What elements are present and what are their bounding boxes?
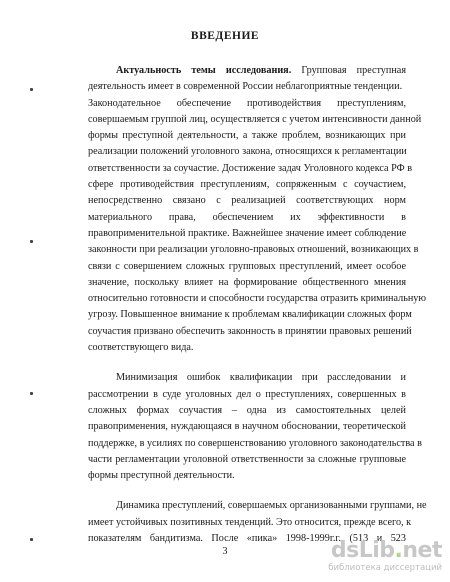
text-line: правоприменительной практике. Важнейшее значение имеет соблюдение <box>88 227 407 239</box>
text-line: формы преступной деятельности. <box>88 470 235 482</box>
text-line: формы преступной деятельности, а также проблем, возникающих при <box>88 130 406 142</box>
page-number: 3 <box>222 546 228 557</box>
text-line: Динамика преступлений, совершаемых организованными группами, не <box>116 500 427 512</box>
watermark-logo <box>322 538 442 576</box>
text-line: относительно готовности и способности государства отразить криминальную <box>88 293 426 305</box>
text-line <box>88 63 406 79</box>
margin-mark <box>30 88 33 91</box>
text-line: реализации положений уголовного закона, относящихся к регламентации <box>88 146 407 158</box>
text-line: соответствующего вида. <box>88 342 194 354</box>
text-line: имеет устойчивых позитивных тенденций. Это относится, прежде всего, к <box>88 516 412 528</box>
page-heading: ВВЕДЕНИЕ <box>190 30 260 42</box>
text-line-rest: Групповая преступная <box>301 65 407 76</box>
text-line: сложных формах соучастия – одна из самостоятельных целей <box>88 404 406 416</box>
text-line: Минимизация ошибок квалификации при расследовании и <box>116 372 406 384</box>
paragraph-gap <box>88 484 406 498</box>
text-line: законности при реализации уголовно-правовых отношений, возникающих в <box>88 244 419 256</box>
text-line: показателям бандитизма. После «пика» 1998-1999г.г. (513 и 523 <box>88 533 406 545</box>
watermark-subtitle: библиотека диссертаций <box>328 563 442 573</box>
text-line: угрозу. Повышенное внимание к проблемам квалификации сложных форм <box>88 309 412 321</box>
text-line: сфере противодействия преступлениям, сопряженным с соучастием, <box>88 179 406 191</box>
text-line: соучастия призвано обеспечить законность в принятии правовых решений <box>88 325 412 337</box>
text-line: рассмотрении в суде уголовных дел о преступлениях, совершенных в <box>88 388 406 400</box>
text-line: значение, поскольку влияет на формирование общественного мнения <box>88 276 406 288</box>
text-line: материального права, обеспечением их эффективности в <box>88 211 406 223</box>
watermark-brand: dsLib.net <box>330 538 442 563</box>
text-line: непосредственно связано с реализацией соответствующих норм <box>88 195 406 207</box>
margin-mark <box>30 240 33 243</box>
text-line: совершаемым группой лиц, осуществляется с учетом интенсивности данной <box>88 113 422 125</box>
text-line: поддержке, в усилиях по совершенствованию уголовного законодательства в <box>88 437 422 449</box>
lead-bold-text: Актуальность темы исследования. <box>116 65 292 76</box>
text-line: правоприменения, нуждающаяся в научном обосновании, теоретической <box>88 421 406 433</box>
paragraph-gap <box>88 356 406 370</box>
margin-mark <box>30 538 33 541</box>
text-line: ответственности за соучастие. Достижение задач Уголовного кодекса РФ в <box>88 162 413 174</box>
text-line: деятельность имеет в современной России неблагоприятные тенденции. <box>88 81 403 93</box>
body-text <box>88 63 427 547</box>
text-line: связи с совершением сложных групповых преступлений, имеет особое <box>88 260 406 272</box>
margin-mark <box>30 392 33 395</box>
text-line: Законодательное обеспечение противодействия преступлениям, <box>88 97 406 109</box>
text-line: части регламентации уголовной ответственности за сложные групповые <box>88 453 406 465</box>
